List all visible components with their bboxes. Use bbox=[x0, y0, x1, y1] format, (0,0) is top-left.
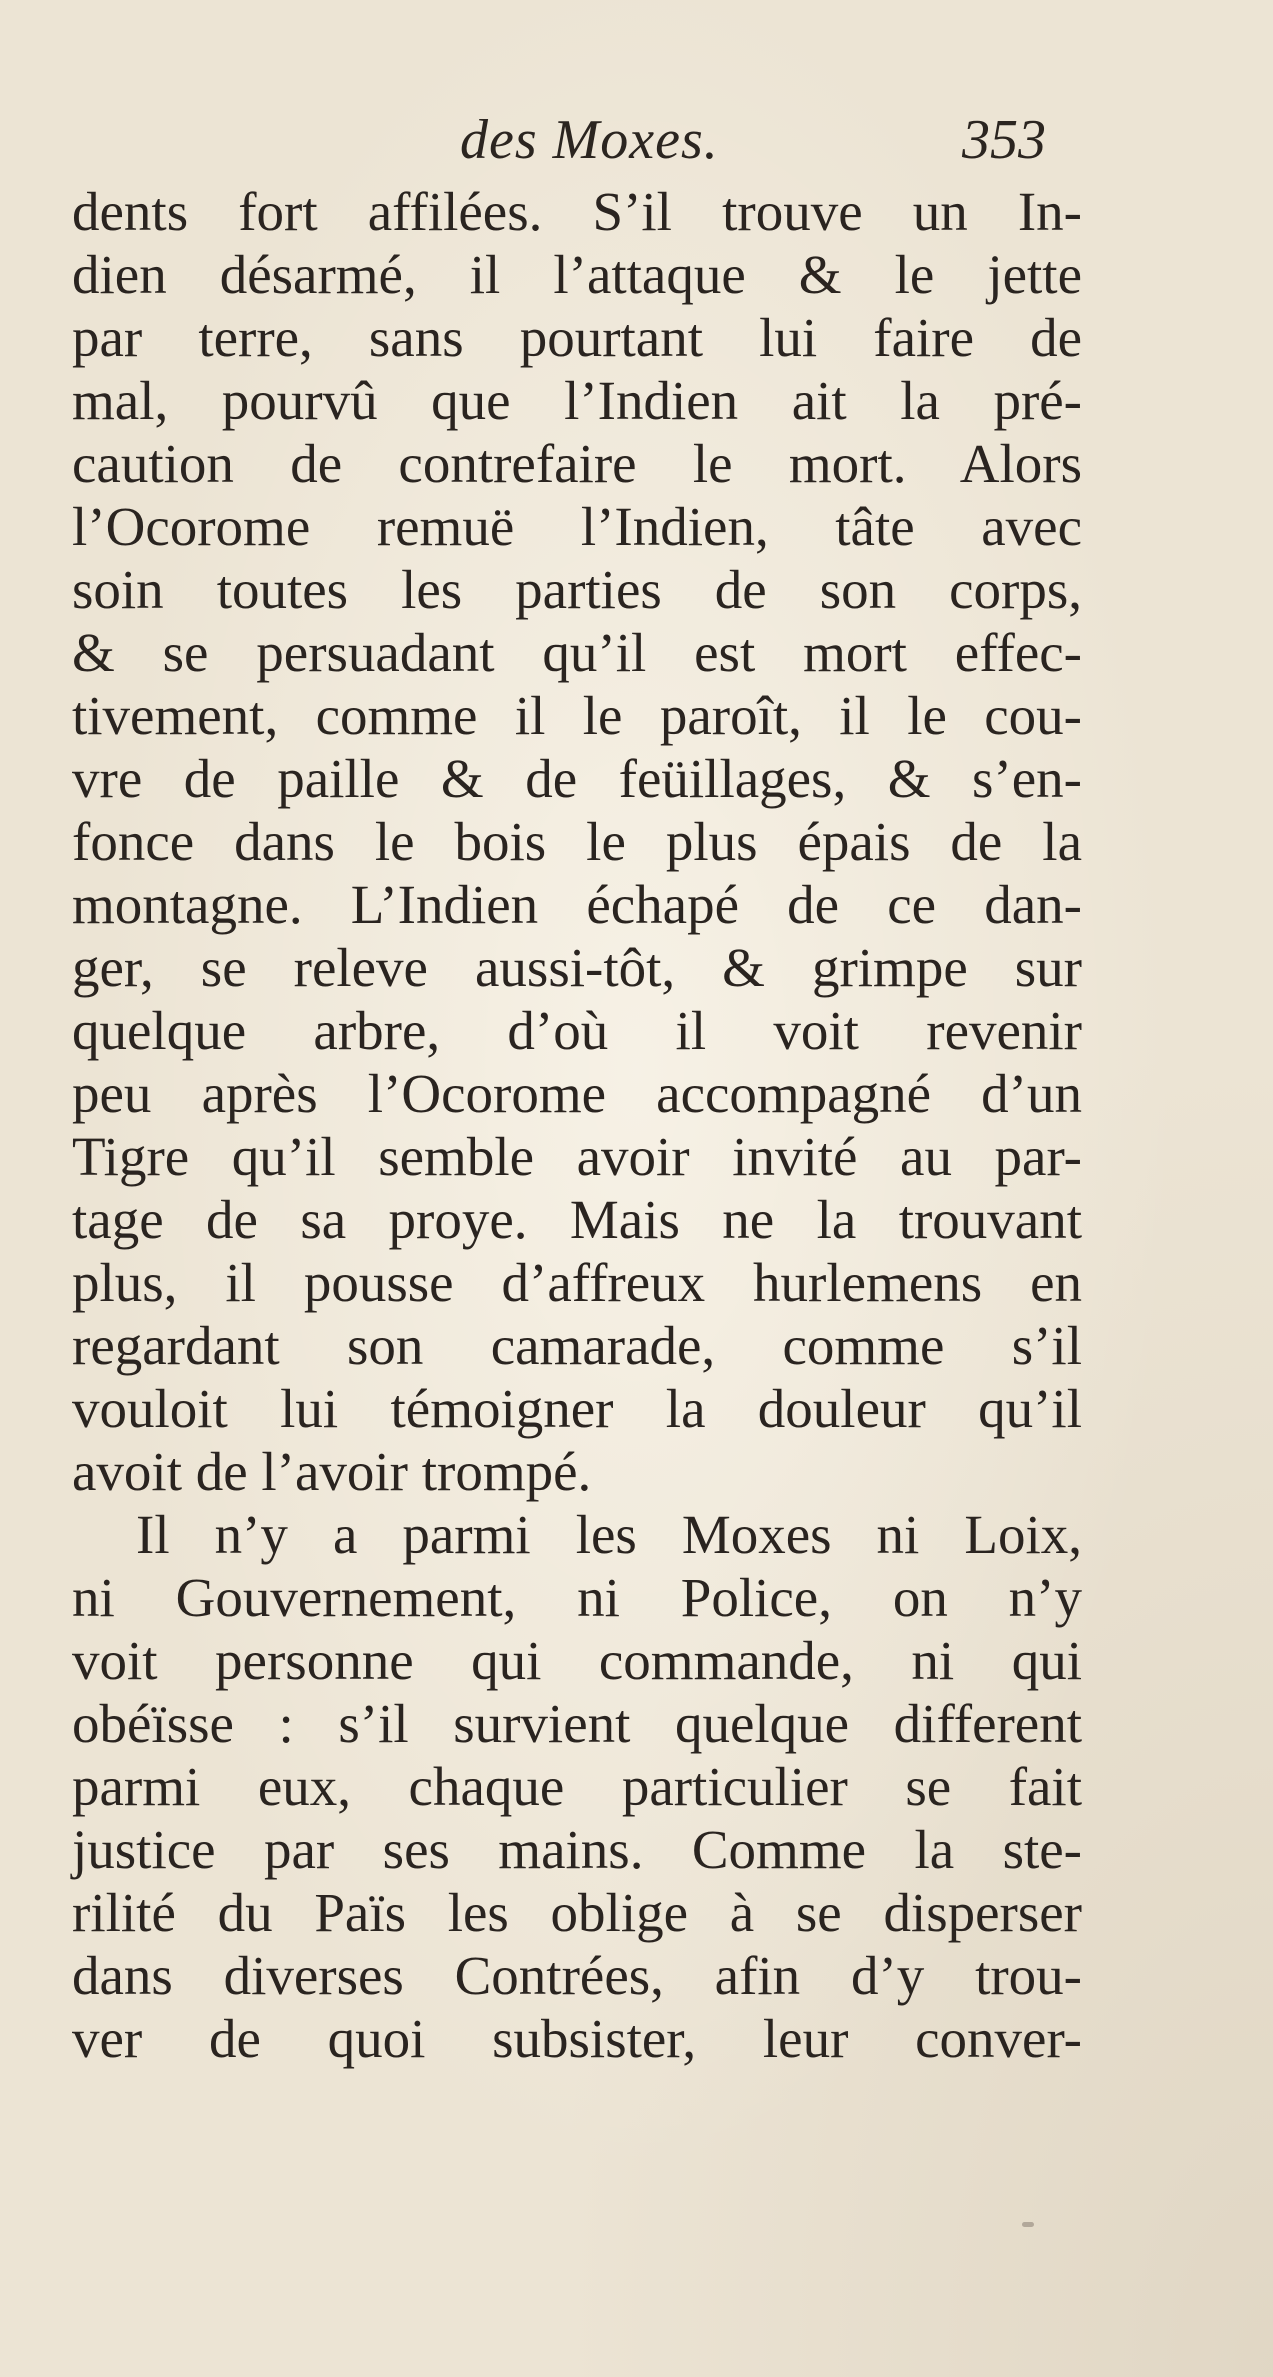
paper-blemish bbox=[1022, 2222, 1034, 2227]
running-head bbox=[0, 100, 1273, 180]
running-head-title: des Moxes. bbox=[460, 109, 719, 171]
text-line: par terre, sans pourtant lui faire de bbox=[72, 307, 1082, 368]
text-line: parmi eux, chaque particulier se fait bbox=[72, 1756, 1082, 1817]
text-line: quelque arbre, d’où il voit revenir bbox=[72, 1000, 1082, 1061]
text-line: rilité du Païs les oblige à se disperser bbox=[72, 1882, 1082, 1943]
paragraph-end-line: avoit de l’avoir trompé. bbox=[72, 1441, 592, 1502]
text-line: tage de sa proye. Mais ne la trouvant bbox=[72, 1189, 1082, 1250]
text-line: ni Gouvernement, ni Police, on n’y bbox=[72, 1567, 1082, 1628]
text-line: & se persuadant qu’il est mort effec- bbox=[72, 622, 1082, 683]
text-line: tivement, comme il le paroît, il le cou- bbox=[72, 685, 1082, 746]
text-line: caution de contrefaire le mort. Alors bbox=[72, 433, 1082, 494]
text-line: dien désarmé, il l’attaque & le jette bbox=[72, 244, 1082, 305]
text-line: dans diverses Contrées, afin d’y trou- bbox=[72, 1945, 1082, 2006]
text-line: mal, pourvû que l’Indien ait la pré- bbox=[72, 370, 1082, 431]
text-line: peu après l’Ocorome accompagné d’un bbox=[72, 1063, 1082, 1124]
body-text bbox=[72, 180, 1082, 2070]
text-line: ver de quoi subsister, leur conver- bbox=[72, 2008, 1082, 2069]
text-line: obéïsse : s’il survient quelque different bbox=[72, 1693, 1082, 1754]
text-line: Tigre qu’il semble avoir invité au par- bbox=[72, 1126, 1082, 1187]
text-line: fonce dans le bois le plus épais de la bbox=[72, 811, 1082, 872]
paragraph-start-line: Il n’y a parmi les Moxes ni Loix, bbox=[136, 1504, 1082, 1565]
text-line: ger, se releve aussi-tôt, & grimpe sur bbox=[72, 937, 1082, 998]
text-line: soin toutes les parties de son corps, bbox=[72, 559, 1082, 620]
text-line: montagne. L’Indien échapé de ce dan- bbox=[72, 874, 1082, 935]
text-line: l’Ocorome remuë l’Indien, tâte avec bbox=[72, 496, 1082, 557]
text-line: dents fort affilées. S’il trouve un In- bbox=[72, 181, 1082, 242]
text-line: vre de paille & de feüillages, & s’en- bbox=[72, 748, 1082, 809]
text-line: justice par ses mains. Comme la ste- bbox=[72, 1819, 1082, 1880]
text-line: plus, il pousse d’affreux hurlemens en bbox=[72, 1252, 1082, 1313]
text-line: vouloit lui témoigner la douleur qu’il bbox=[72, 1378, 1082, 1439]
text-line: regardant son camarade, comme s’il bbox=[72, 1315, 1082, 1376]
page-number: 353 bbox=[962, 109, 1046, 171]
text-line: voit personne qui commande, ni qui bbox=[72, 1630, 1082, 1691]
